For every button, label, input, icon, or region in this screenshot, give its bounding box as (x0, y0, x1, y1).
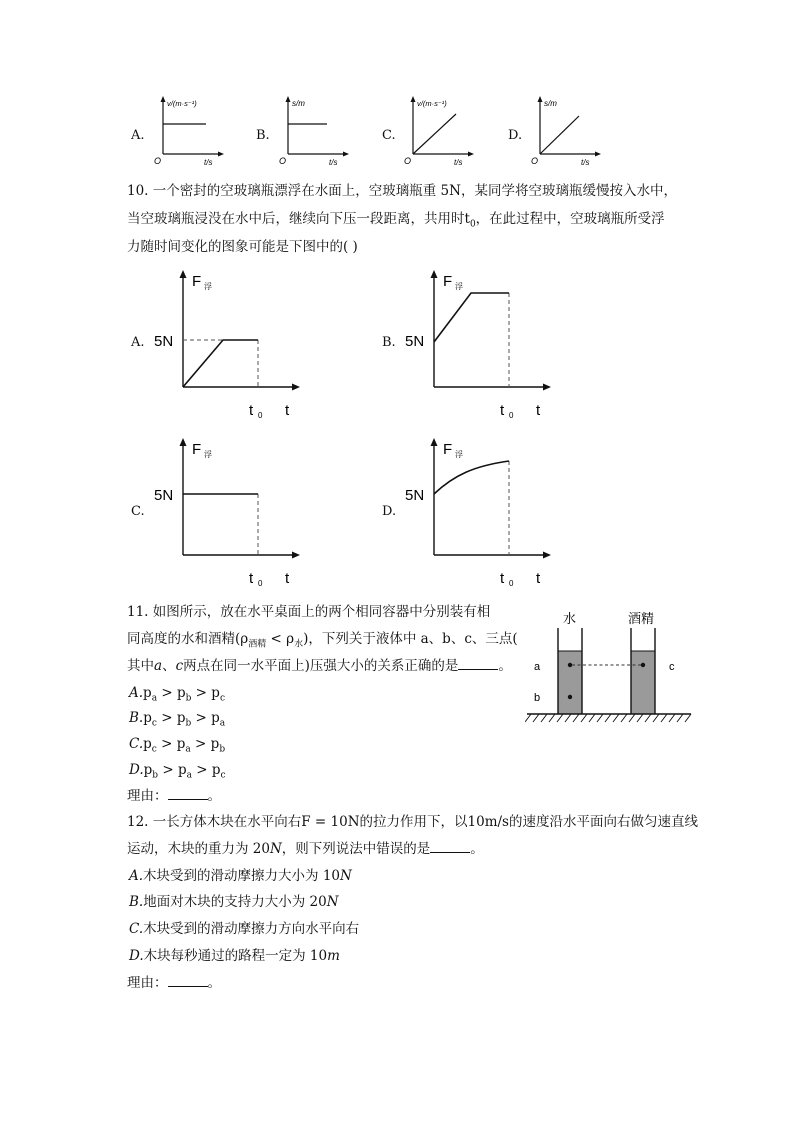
q10-line3: 力随时间变化的图象可能是下图中的( ) (127, 239, 358, 255)
q11-option-a: $A.p_a > p_b > p_c$ (129, 685, 225, 704)
graph-top-d (525, 92, 605, 170)
q12-option-b: B.地面对木块的支持力大小为 20N (129, 894, 339, 910)
q10-option-letter-d: D. (382, 504, 397, 519)
reason-blank[interactable] (168, 787, 208, 800)
ylabel: v/(m·s⁻¹) (167, 99, 197, 108)
xlabel: t/s (329, 158, 338, 167)
graph-top-a (148, 92, 228, 170)
xlabel: t/s (204, 158, 213, 167)
q10-option-letter-c: C. (131, 504, 145, 519)
option-letter-c: C. (382, 128, 396, 143)
q11-line1: 11. 如图所示，放在水平桌面上的两个相同容器中分别装有相 (127, 604, 491, 620)
q11-option-b: $B.p_c > p_b > p_a$ (129, 710, 226, 729)
graph-top-c (398, 92, 478, 170)
origin: O (404, 156, 412, 166)
q10-option-letter-b: B. (382, 335, 396, 350)
point-c-label: c (669, 661, 675, 673)
xlabel: t/s (581, 158, 590, 167)
value-label: 5N (154, 487, 174, 504)
xlabel: t/s (454, 158, 463, 167)
q10-line2: 当空玻璃瓶浸没在水中后，继续向下压一段距离，共用时$t_0$，在此过程中，空玻璃瓶所受浮 (127, 211, 665, 230)
t-label: t (285, 570, 290, 587)
t0-label: t (500, 570, 505, 587)
q10-graph-a (148, 262, 318, 422)
ylabel: s/m (544, 99, 557, 108)
q11-line3: 其中a、c两点在同一水平面上)压强大小的关系正确的是 。 (127, 658, 512, 674)
q10-graph-b (399, 262, 569, 422)
y-axis-sub: 浮 (455, 282, 463, 291)
point-b-label: b (534, 692, 541, 704)
origin: O (279, 156, 287, 166)
q10-graph-c (148, 430, 318, 590)
graph-top-b (273, 92, 353, 170)
y-axis-sub: 浮 (204, 450, 212, 459)
y-axis-label: F (443, 273, 453, 290)
y-axis-sub: 浮 (455, 450, 463, 459)
ylabel: s/m (292, 99, 305, 108)
value-label: 5N (154, 333, 174, 350)
y-axis-label: F (443, 441, 453, 458)
t0-label: t (249, 570, 254, 587)
point-a-label: a (534, 661, 541, 673)
ylabel: v/(m·s⁻¹) (417, 99, 447, 108)
q11-option-c: $C.p_c > p_a > p_b$ (129, 736, 226, 755)
t0-label: t (249, 402, 254, 419)
q12-reason: 理由： 。 (127, 975, 221, 991)
y-axis-label: F (192, 273, 202, 290)
y-axis-sub: 浮 (204, 282, 212, 291)
t0-sub: 0 (258, 411, 263, 420)
answer-blank[interactable] (430, 840, 470, 853)
t0-sub: 0 (509, 411, 514, 420)
origin: O (531, 156, 539, 166)
label-water: 水 (563, 611, 577, 626)
q11-containers-figure (525, 606, 695, 730)
option-letter-a: A. (131, 128, 145, 143)
origin: O (154, 156, 162, 166)
t-label: t (285, 402, 290, 419)
q10-line1: 10. 一个密封的空玻璃瓶漂浮在水面上，空玻璃瓶重 5N，某同学将空玻璃瓶缓慢按入水中， (127, 183, 677, 199)
t-label: t (536, 402, 541, 419)
q11-option-d: $D.p_b > p_a > p_c$ (129, 762, 226, 781)
q10-option-letter-a: A. (131, 335, 145, 350)
t-label: t (536, 570, 541, 587)
reason-blank[interactable] (168, 974, 208, 987)
q10-graph-d (399, 430, 569, 590)
value-label: 5N (405, 487, 425, 504)
label-alcohol: 酒精 (628, 611, 655, 626)
q12-option-c: C.木块受到的滑动摩擦力方向水平向右 (129, 921, 360, 937)
answer-blank[interactable] (458, 657, 498, 670)
q12-line1: 12. 一长方体木块在水平向右F = 10N的拉力作用下，以10m/s的速度沿水平面向右做匀速直线 (127, 814, 698, 830)
t0-sub: 0 (258, 579, 263, 588)
t0-sub: 0 (509, 579, 514, 588)
q12-option-d: D.木块每秒通过的路程一定为 10m (129, 948, 340, 964)
t0-label: t (500, 402, 505, 419)
q11-line2: 同高度的水和酒精$(\rho_{酒精} < \rho_水)$，下列关于液体中 a、b、c、三点( (127, 631, 518, 650)
y-axis-label: F (192, 441, 202, 458)
option-letter-d: D. (508, 128, 523, 143)
q12-line2: 运动，木块的重力为 20N，则下列说法中错误的是 。 (127, 841, 484, 857)
q11-reason: 理由： 。 (127, 788, 221, 804)
top-graphs-row (0, 92, 794, 172)
q12-option-a: A.木块受到的滑动摩擦力大小为 10N (129, 868, 352, 884)
option-letter-b: B. (256, 128, 270, 143)
value-label: 5N (405, 333, 425, 350)
